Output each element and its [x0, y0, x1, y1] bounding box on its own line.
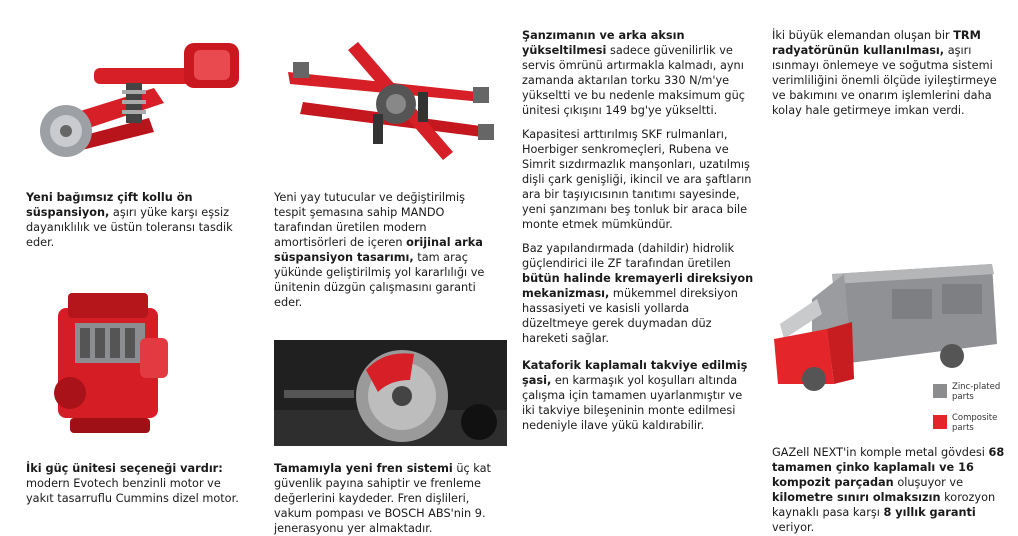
text-segment: veriyor. [772, 521, 815, 534]
text-segment: 8 yıllık garanti [883, 506, 976, 519]
frame-text [522, 358, 752, 433]
radiator-text [772, 28, 1002, 118]
zinc-legend-swatch [933, 384, 947, 398]
text-segment: İki büyük elemandan oluşan bir [772, 29, 954, 42]
text-segment: Yeni bağımsız çift kollu ön süspansiyon, [26, 191, 193, 219]
front-suspension-text [26, 190, 246, 250]
brake-image [274, 340, 507, 446]
powertrain-text [26, 461, 251, 506]
text-segment: korozyon kaynaklı pasa karşı [772, 491, 996, 519]
text-segment: GAZell NEXT'in komple metal gövdesi [772, 446, 989, 459]
bearings-text [522, 127, 752, 232]
text-segment: Tamamıyla yeni fren sistemi [274, 462, 453, 475]
composite-legend-swatch [933, 415, 947, 429]
text-segment: modern Evotech benzinli motor ve yakıt tasarruflu Cummins dizel motor. [26, 477, 239, 505]
text-segment: üç kat güvenlik payına sahiptir ve frenleme değerlerini kaydeder. Fren dişlileri, vakum pompası ve BOSCH ABS'nin 9. jenerasyonu yer almaktadır. [274, 462, 491, 535]
text-segment: oluşuyor ve [893, 476, 964, 489]
composite-legend-label: Composite parts [952, 413, 998, 433]
text-segment: İki güç ünitesi seçeneği vardır: [26, 462, 223, 475]
text-segment: TRM radyatörünün kullanılması, [772, 29, 981, 57]
text-segment: en karmaşık yol koşulları altında çalışma için tamamen uyarlanmıştır ve iki takviye bileşeninin monte edilmesi nedeniyle ilave yükü kaldırabilir. [522, 374, 743, 432]
rear-suspension-image [278, 32, 506, 172]
text-segment: mükemmel direksiyon hassasiyeti ve kasisli yollarda düzeltmeye gerek duymadan düz hareketi sağlar. [522, 287, 738, 345]
text-segment: orijinal arka süspansiyon tasarımı, [274, 236, 483, 264]
text-segment: Kapasitesi arttırılmış SKF rulmanları, Hoerbiger senkromeçleri, Rubena ve Simrit sızdırmazlık manşonları, uzatılmış dişli çark genişliği, ikincil ve ara şaftların ara bir taşıyıcısının tanıtımı sayesinde, yeni şanzımanı beş tonluk bir araca bile monte etmek mümkündür. [522, 128, 752, 231]
van-body-image [772, 244, 1002, 392]
engine-image [40, 283, 175, 443]
zinc-legend-label: Zinc-plated parts [952, 382, 1001, 402]
text-segment: 68 tamamen çinko kaplamalı ve 16 kompozit parçadan [772, 446, 1005, 489]
text-segment: kilometre sınırı olmaksızın [772, 491, 941, 504]
text-segment: bütün halinde kremayerli direksiyon mekanizması, [522, 272, 754, 300]
steering-text [522, 241, 754, 346]
text-segment: Baz yapılandırmada (dahildir) hidrolik güçlendirici ile ZF tarafından üretilen [522, 242, 735, 270]
brakes-text [274, 461, 502, 536]
text-segment: aşırı yüke karşı eşsiz dayanıklılık ve üstün toleransı tasdik eder. [26, 206, 233, 249]
front-suspension-image [34, 28, 254, 168]
body-text [772, 445, 1007, 535]
text-segment: sadece güvenilirlik ve servis ömrünü artırmakla kalmadı, aynı zamanda aktarılan torku 330 N/m'ye yükseltti ve bu nedenle maksimum güç ünitesi çıkışını 149 bg'ye yükseltti. [522, 44, 745, 117]
text-segment: Yeni yay tutucular ve değiştirilmiş tespit şemasına sahip MANDO tarafından üretilen modern amortisörleri de içeren [274, 191, 466, 249]
text-segment: aşırı ısınmayı önlemeye ve soğutma sistemi verimliliğini önemli ölçüde iyileştirmeye ve bakımını ve onarım işlemlerini daha kolay hale getirmeye imkan verdi. [772, 44, 997, 117]
rear-suspension-text [274, 190, 499, 310]
text-segment: Şanzımanın ve arka aksın yükseltilmesi [522, 29, 685, 57]
text-segment: tam araç yükünde geliştirilmiş yol kararlılığı ve ünitenin düzgün çalışmasını garanti eder. [274, 251, 485, 309]
gearbox-text [522, 28, 752, 118]
text-segment: Kataforik kaplamalı takviye edilmiş şasi, [522, 359, 748, 387]
